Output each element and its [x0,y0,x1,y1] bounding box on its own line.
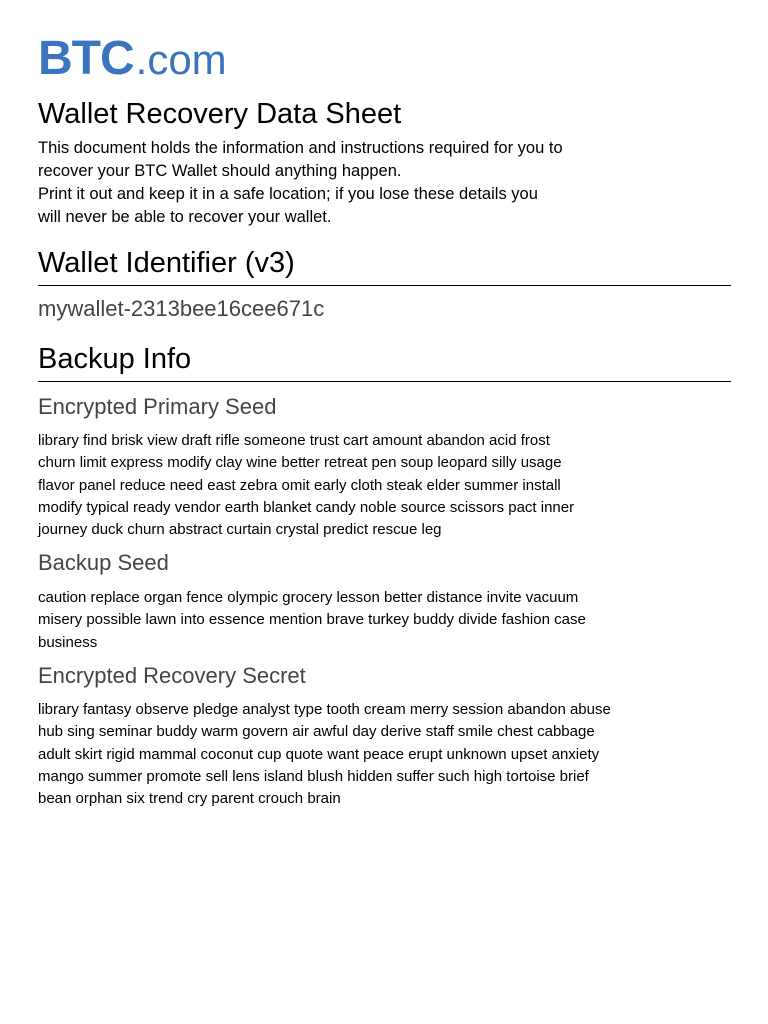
encrypted-primary-seed-words [38,430,731,541]
seed-line: mango summer promote sell lens island blush hidden suffer such high tortoise brief [38,767,589,785]
logo-brand: BTC [38,32,134,85]
intro-line: will never be able to recover your wallet. [38,208,332,226]
seed-line: business [38,633,98,651]
intro-line: recover your BTC Wallet should anything happen. [38,162,402,180]
seed-line: bean orphan six trend cry parent crouch brain [38,790,341,808]
intro-paragraph [38,137,563,229]
logo-tld: com [147,36,227,83]
btc-logo [38,34,227,84]
intro-line: Print it out and keep it in a safe location; if you lose these details you [38,185,538,203]
backup-info-heading: Backup Info [38,341,731,382]
intro-line: This document holds the information and instructions required for you to [38,139,563,157]
seed-line: churn limit express modify clay wine better retreat pen soup leopard silly usage [38,454,562,472]
encrypted-primary-seed-heading: Encrypted Primary Seed [38,394,277,419]
seed-line: library find brisk view draft rifle someone trust cart amount abandon acid frost [38,432,550,449]
encrypted-recovery-secret-heading: Encrypted Recovery Secret [38,663,306,688]
seed-line: modify typical ready vendor earth blanket candy noble source scissors pact inner [38,498,575,516]
encrypted-recovery-secret-words [38,699,731,810]
seed-line: flavor panel reduce need east zebra omit early cloth steak elder summer install [38,476,561,494]
seed-line: caution replace organ fence olympic grocery lesson better distance invite vacuum [38,589,579,606]
seed-line: library fantasy observe pledge analyst type tooth cream merry session abandon abuse [38,701,611,718]
logo-dot: . [135,36,148,83]
wallet-identifier-value: mywallet-2313bee16cee671c [38,296,325,321]
seed-line: journey duck churn abstract curtain crystal predict rescue leg [38,521,442,539]
backup-seed-heading: Backup Seed [38,550,169,575]
backup-seed-words [38,587,731,654]
wallet-identifier-heading: Wallet Identifier (v3) [38,245,731,286]
document-title: Wallet Recovery Data Sheet [38,98,402,130]
seed-line: misery possible lawn into essence mention brave turkey buddy divide fashion case [38,611,586,629]
seed-line: hub sing seminar buddy warm govern air awful day derive staff smile chest cabbage [38,723,595,741]
seed-line: adult skirt rigid mammal coconut cup quote want peace erupt unknown upset anxiety [38,745,600,763]
